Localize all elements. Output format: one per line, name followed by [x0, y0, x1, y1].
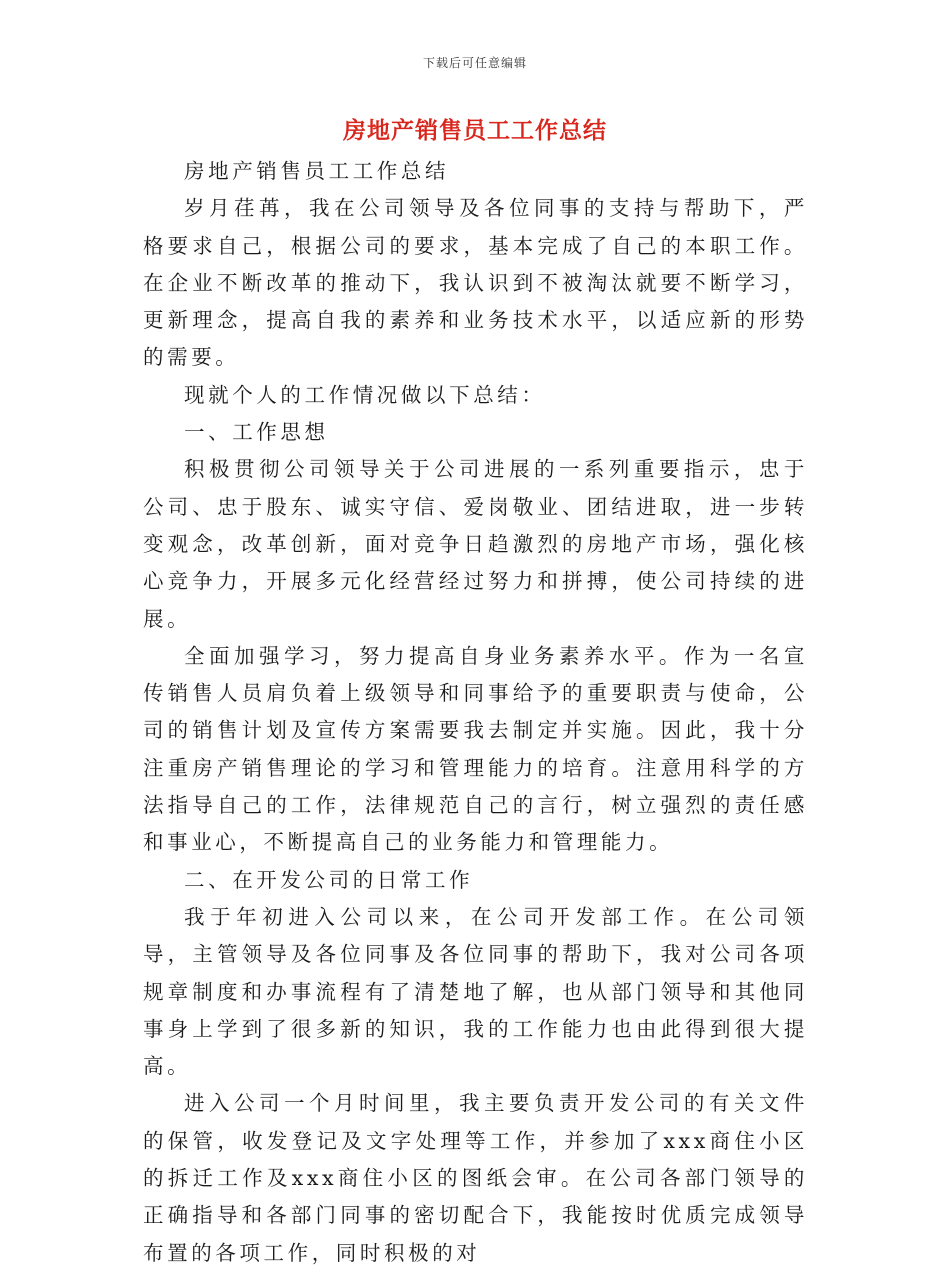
paragraph-intro: 岁月荏苒，我在公司领导及各位同事的支持与帮助下，严格要求自己，根据公司的要求，基本完成了自己的本职工作。在企业不断改革的推动下，我认识到不被淘汰就要不断学习，更新理念，提高自我的素养和业务技术水平，以适应新的形势的需要。 [143, 196, 808, 370]
paragraph: 进入公司一个月时间里，我主要负责开发公司的有关文件的保管，收发登记及文字处理等工作，并参加了xxx商住小区的拆迁工作及xxx商住小区的图纸会审。在公司各部门领导的正确指导和各部门同事的密切配合下，我能按时优质完成领导布置的各项工作，同时积极的对 [143, 1091, 808, 1265]
document-title: 房地产销售员工工作总结 [343, 117, 607, 144]
paragraph: 全面加强学习，努力提高自身业务素养水平。作为一名宣传销售人员肩负着上级领导和同事给予的重要职责与使命，公司的销售计划及宣传方案需要我去制定并实施。因此，我十分注重房产销售理论的学习和管理能力的培育。注意用科学的方法指导自己的工作，法律规范自己的言行，树立强烈的责任感和事业心，不断提高自己的业务能力和管理能力。 [143, 643, 808, 855]
header-note: 下载后可任意编辑 [422, 56, 527, 70]
paragraph-summary-lead: 现就个人的工作情况做以下总结： [184, 382, 546, 407]
document-body [143, 153, 808, 1272]
paragraph: 我于年初进入公司以来，在公司开发部工作。在公司领导，主管领导及各位同事及各位同事的帮助下，我对公司各项规章制度和办事流程有了清楚地了解，也从部门领导和其他同事身上学到了很多新的知识，我的工作能力也由此得到很大提高。 [143, 904, 808, 1079]
paragraph-subtitle: 房地产销售员工工作总结 [184, 159, 450, 183]
section-heading-2: 二、在开发公司的日常工作 [184, 867, 474, 892]
paragraph: 积极贯彻公司领导关于公司进展的一系列重要指示，忠于公司、忠于股东、诚实守信、爱岗敬业、团结进取，进一步转变观念，改革创新，面对竞争日趋激烈的房地产市场，强化核心竞争力，开展多元化经营经过努力和拼搏，使公司持续的进展。 [143, 457, 808, 631]
section-heading-1: 一、工作思想 [184, 420, 329, 445]
